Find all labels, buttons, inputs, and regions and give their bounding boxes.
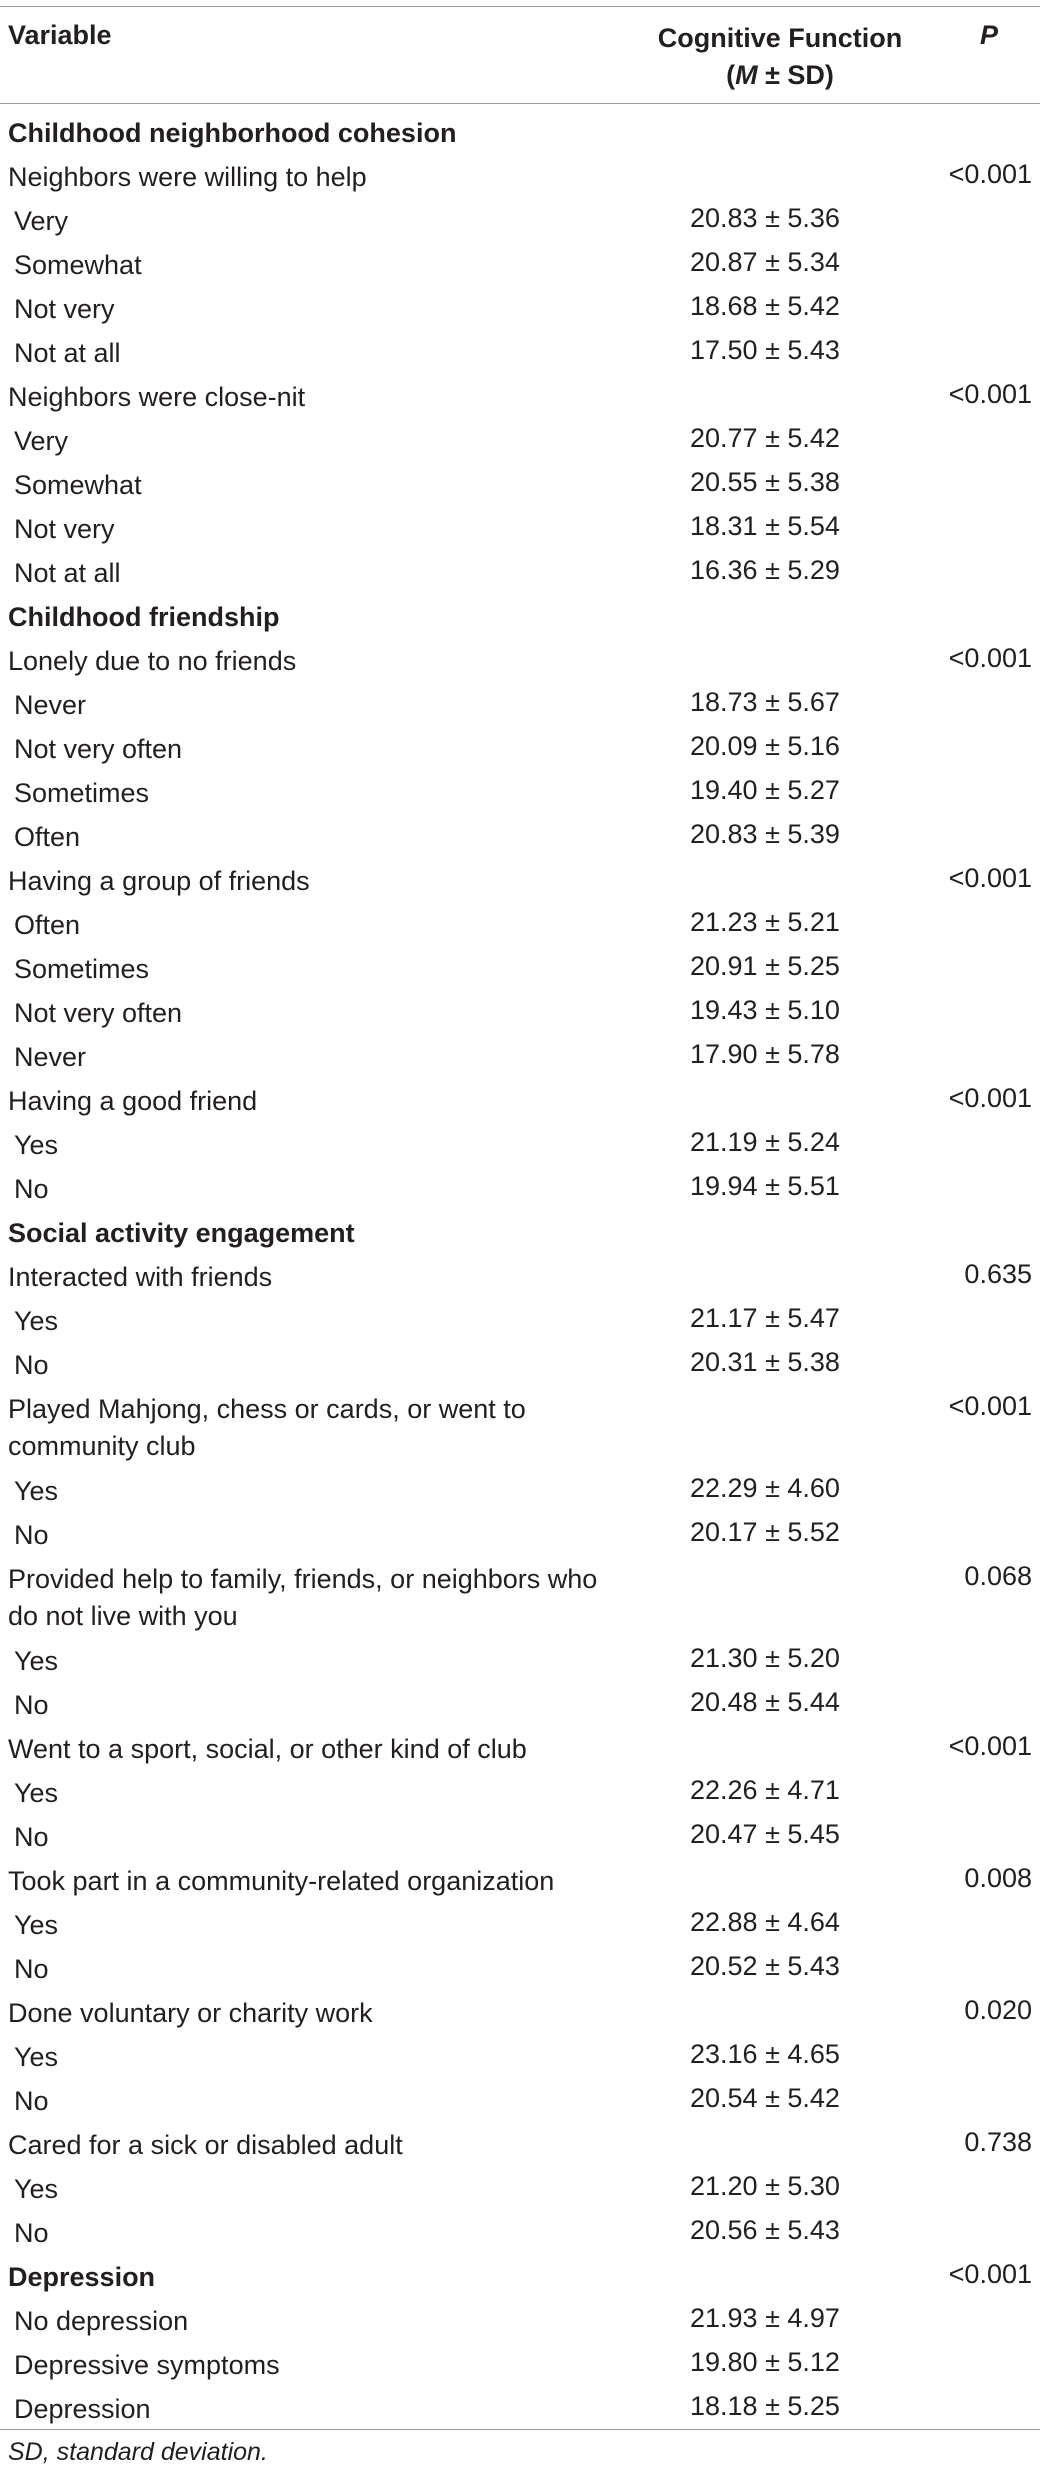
variable-cell: Never — [14, 1042, 87, 1072]
variable-cell: No — [14, 2218, 49, 2248]
category-row — [0, 2210, 1040, 2254]
variable-cell: Interacted with friends — [8, 1262, 273, 1292]
cognitive-value-cell: 18.68 ± 5.42 — [690, 291, 840, 321]
p-value-cell: 0.738 — [964, 2127, 1032, 2157]
cognitive-value-cell: 20.55 ± 5.38 — [690, 467, 840, 497]
variable-row — [0, 154, 1040, 198]
cognitive-value-cell: 20.91 ± 5.25 — [690, 951, 840, 981]
category-row — [0, 506, 1040, 550]
variable-row — [0, 1858, 1040, 1902]
cognitive-value-cell: 21.20 ± 5.30 — [690, 2171, 840, 2201]
cognitive-value-cell: 16.36 ± 5.29 — [690, 555, 840, 585]
cognitive-value-cell: 18.31 ± 5.54 — [690, 511, 840, 541]
variable-cell: Sometimes — [14, 778, 150, 808]
variable-cell: No — [14, 1350, 49, 1380]
variable-cell: Social activity engagement — [8, 1218, 355, 1248]
variable-cell: Childhood neighborhood cohesion — [8, 118, 457, 148]
variable-cell: No — [14, 1174, 49, 1204]
category-row — [0, 330, 1040, 374]
variable-cell: Having a group of friends — [8, 866, 310, 896]
header-open-paren: ( — [726, 60, 736, 90]
section-row — [0, 2254, 1040, 2298]
p-value-cell: 0.068 — [964, 1561, 1032, 1591]
category-row — [0, 990, 1040, 1034]
section-row — [0, 1210, 1040, 1254]
category-row — [0, 1512, 1040, 1556]
variable-cell: Depression — [8, 2262, 156, 2292]
variable-cell: Very — [14, 426, 69, 456]
section-row — [0, 594, 1040, 638]
category-row — [0, 1814, 1040, 1858]
category-row — [0, 242, 1040, 286]
variable-cell: Not very — [14, 294, 115, 324]
category-row — [0, 1122, 1040, 1166]
variable-cell: Cared for a sick or disabled adult — [8, 2130, 403, 2160]
header-cognitive-line1: Cognitive Function — [657, 23, 903, 53]
cognitive-value-cell: 19.80 ± 5.12 — [690, 2347, 840, 2377]
category-row — [0, 1902, 1040, 1946]
variable-cell: Yes — [14, 2042, 59, 2072]
variable-cell: No — [14, 2086, 49, 2116]
cognitive-value-cell: 22.26 ± 4.71 — [690, 1775, 840, 1805]
variable-cell: Yes — [14, 1646, 59, 1676]
category-row — [0, 286, 1040, 330]
p-value-cell: <0.001 — [948, 1391, 1032, 1421]
p-value-cell: <0.001 — [948, 379, 1032, 409]
variable-cell: Having a good friend — [8, 1086, 258, 1116]
variable-row — [0, 1726, 1040, 1770]
cognitive-value-cell: 20.83 ± 5.36 — [690, 203, 840, 233]
variable-cell: Neighbors were willing to help — [8, 162, 367, 192]
category-row — [0, 1166, 1040, 1210]
cognitive-value-cell: 23.16 ± 4.65 — [690, 2039, 840, 2069]
cognitive-value-cell: 22.29 ± 4.60 — [690, 1473, 840, 1503]
p-value-cell: <0.001 — [948, 2259, 1032, 2289]
category-row — [0, 198, 1040, 242]
variable-cell: Somewhat — [14, 470, 142, 500]
variable-cell: Yes — [14, 1910, 59, 1940]
variable-cell: Took part in a community-related organization — [8, 1866, 555, 1896]
variable-row — [0, 2122, 1040, 2166]
category-row — [0, 1682, 1040, 1726]
category-row — [0, 418, 1040, 462]
variable-cell: Not very often — [14, 998, 183, 1028]
category-row — [0, 1946, 1040, 1990]
category-row — [0, 2386, 1040, 2430]
variable-row — [0, 1386, 1040, 1468]
category-row — [0, 1468, 1040, 1512]
variable-cell: Yes — [14, 1306, 59, 1336]
cognitive-value-cell: 21.30 ± 5.20 — [690, 1643, 840, 1673]
cognitive-value-cell: 20.56 ± 5.43 — [690, 2215, 840, 2245]
p-value-cell: <0.001 — [948, 643, 1032, 673]
p-value-cell: 0.008 — [964, 1863, 1032, 1893]
p-value-cell: <0.001 — [948, 1731, 1032, 1761]
variable-cell: Done voluntary or charity work — [8, 1998, 373, 2028]
cognitive-value-cell: 20.31 ± 5.38 — [690, 1347, 840, 1377]
variable-cell: Not at all — [14, 338, 121, 368]
cognitive-value-cell: 19.94 ± 5.51 — [690, 1171, 840, 1201]
cognitive-value-cell: 18.18 ± 5.25 — [690, 2391, 840, 2421]
cognitive-value-cell: 17.50 ± 5.43 — [690, 335, 840, 365]
variable-row — [0, 1078, 1040, 1122]
section-row — [0, 110, 1040, 154]
category-row — [0, 682, 1040, 726]
cognitive-value-cell: 20.83 ± 5.39 — [690, 819, 840, 849]
variable-cell: Depression — [14, 2394, 151, 2424]
variable-cell: Depressive symptoms — [14, 2350, 280, 2380]
cognitive-value-cell: 20.52 ± 5.43 — [690, 1951, 840, 1981]
p-value-cell: 0.635 — [964, 1259, 1032, 1289]
category-row — [0, 2166, 1040, 2210]
category-row — [0, 462, 1040, 506]
variable-cell: Went to a sport, social, or other kind of club — [8, 1734, 527, 1764]
p-value-cell: <0.001 — [948, 159, 1032, 189]
cognitive-value-cell: 20.47 ± 5.45 — [690, 1819, 840, 1849]
cognitive-value-cell: 19.43 ± 5.10 — [690, 995, 840, 1025]
category-row — [0, 902, 1040, 946]
category-row — [0, 770, 1040, 814]
cognitive-value-cell: 17.90 ± 5.78 — [690, 1039, 840, 1069]
variable-cell: Yes — [14, 1778, 59, 1808]
table-header-rule — [0, 103, 1040, 104]
table-footnote: SD, standard deviation. — [8, 2438, 268, 2466]
category-row — [0, 2342, 1040, 2386]
header-variable: Variable — [8, 20, 112, 50]
header-cognitive-function — [620, 20, 940, 94]
category-row — [0, 1342, 1040, 1386]
category-row — [0, 1298, 1040, 1342]
category-row — [0, 726, 1040, 770]
variable-cell: Childhood friendship — [8, 602, 280, 632]
cognitive-value-cell: 20.77 ± 5.42 — [690, 423, 840, 453]
variable-row — [0, 1990, 1040, 2034]
header-sd-suffix: ± SD) — [757, 60, 834, 90]
variable-cell: Yes — [14, 2174, 59, 2204]
header-m-symbol: M — [735, 60, 758, 90]
cognitive-value-cell: 20.54 ± 5.42 — [690, 2083, 840, 2113]
variable-cell: No — [14, 1520, 49, 1550]
cognitive-value-cell: 21.19 ± 5.24 — [690, 1127, 840, 1157]
category-row — [0, 550, 1040, 594]
cognitive-value-cell: 21.23 ± 5.21 — [690, 907, 840, 937]
table-body — [0, 110, 1040, 2430]
cognitive-value-cell: 20.17 ± 5.52 — [690, 1517, 840, 1547]
variable-cell: No depression — [14, 2306, 189, 2336]
table-bottom-rule — [0, 2429, 1040, 2430]
variable-cell: Often — [14, 910, 81, 940]
category-row — [0, 2034, 1040, 2078]
variable-cell: Never — [14, 690, 87, 720]
variable-cell: No — [14, 1822, 49, 1852]
p-value-cell: <0.001 — [948, 1083, 1032, 1113]
category-row — [0, 1638, 1040, 1682]
p-value-cell: <0.001 — [948, 863, 1032, 893]
variable-cell: Not very — [14, 514, 115, 544]
variable-cell: Sometimes — [14, 954, 150, 984]
category-row — [0, 1770, 1040, 1814]
variable-cell: Somewhat — [14, 250, 142, 280]
header-cognitive-line2 — [620, 57, 940, 94]
cognitive-value-cell: 20.09 ± 5.16 — [690, 731, 840, 761]
category-row — [0, 946, 1040, 990]
category-row — [0, 814, 1040, 858]
category-row — [0, 2078, 1040, 2122]
cognitive-value-cell: 18.73 ± 5.67 — [690, 687, 840, 717]
variable-row — [0, 638, 1040, 682]
variable-row — [0, 858, 1040, 902]
variable-cell: Very — [14, 206, 69, 236]
table-header — [0, 6, 1040, 103]
cognitive-value-cell: 22.88 ± 4.64 — [690, 1907, 840, 1937]
cognitive-value-cell: 21.93 ± 4.97 — [690, 2303, 840, 2333]
variable-cell: Lonely due to no friends — [8, 646, 297, 676]
variable-row — [0, 1556, 1040, 1638]
variable-cell: Not at all — [14, 558, 121, 588]
cognitive-value-cell: 20.87 ± 5.34 — [690, 247, 840, 277]
p-value-cell: 0.020 — [964, 1995, 1032, 2025]
variable-row — [0, 374, 1040, 418]
category-row — [0, 1034, 1040, 1078]
variable-cell: Yes — [14, 1130, 59, 1160]
category-row — [0, 2298, 1040, 2342]
variable-row — [0, 1254, 1040, 1298]
cognitive-value-cell: 21.17 ± 5.47 — [690, 1303, 840, 1333]
variable-cell: Yes — [14, 1476, 59, 1506]
cognitive-value-cell: 19.40 ± 5.27 — [690, 775, 840, 805]
variable-cell: Often — [14, 822, 81, 852]
cognitive-value-cell: 20.48 ± 5.44 — [690, 1687, 840, 1717]
header-p: P — [979, 20, 998, 50]
variable-cell: Provided help to family, friends, or neighbors who do not live with you — [8, 1564, 598, 1631]
variable-cell: Played Mahjong, chess or cards, or went to community club — [8, 1394, 526, 1461]
variable-cell: No — [14, 1690, 49, 1720]
variable-cell: No — [14, 1954, 49, 1984]
variable-cell: Not very often — [14, 734, 183, 764]
variable-cell: Neighbors were close-nit — [8, 382, 306, 412]
